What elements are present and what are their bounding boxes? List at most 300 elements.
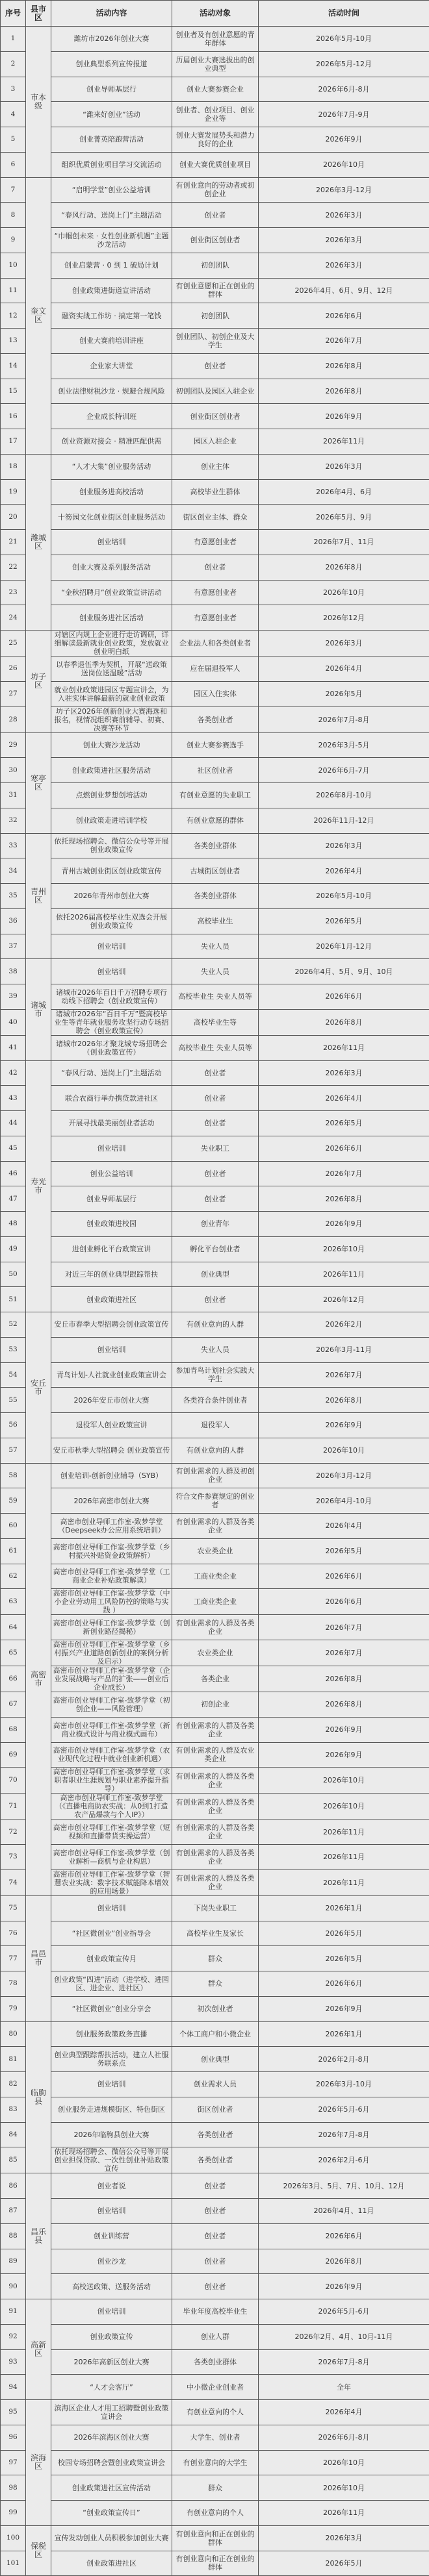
activity-target-cell: 创业者 — [172, 1161, 259, 1186]
serial-no-cell: 2 — [1, 51, 26, 77]
activity-time-cell: 2026年4月 — [259, 858, 429, 884]
activity-content-cell: 高密市创业导师工作室-致梦学堂（Deepseek办公应用系统培训） — [51, 1514, 172, 1539]
activity-target-cell: 创业团队、初创企业及大学生 — [172, 329, 259, 354]
activity-time-cell: 2026年10月 — [259, 1438, 429, 1463]
table-row — [1, 1009, 429, 1035]
activity-time-cell: 2026年3月 — [259, 203, 429, 228]
activity-time-cell: 2026年4月 — [259, 657, 429, 682]
table-row — [1, 732, 429, 758]
activity-time-cell: 2026年2月-8月 — [259, 2047, 429, 2072]
table-row — [1, 1666, 429, 1692]
activity-content-cell: 创业政策宣传 — [51, 2324, 172, 2349]
activity-target-cell: 高校毕业生及家长 — [172, 1921, 259, 1946]
activity-time-cell: 2026年12月 — [259, 605, 429, 631]
activity-target-cell: 有创业需求的人群及各类企业 — [172, 1794, 259, 1819]
activity-target-cell: 工商业类企业 — [172, 1589, 259, 1615]
serial-no-cell: 84 — [1, 2122, 26, 2147]
serial-no-cell: 59 — [1, 1488, 26, 1514]
activity-time-cell: 2026年5月 — [259, 1921, 429, 1946]
table-row — [1, 984, 429, 1010]
activity-time-cell: 2026年10月 — [259, 1236, 429, 1262]
serial-no-cell: 16 — [1, 404, 26, 429]
activity-content-cell: 潍坊市2026年创业大赛 — [51, 27, 172, 52]
activity-target-cell: 各类企业 — [172, 1666, 259, 1692]
activity-target-cell: 有创业需求的人群及各类企业 — [172, 1717, 259, 1742]
activity-content-cell: 创业政策进社区宣传活动 — [51, 2475, 172, 2501]
activity-content-cell: 高密市创业导师工作室-致梦学堂（农业现代化过程中就业创业新机遇） — [51, 1742, 172, 1768]
district-cell: 潍城区 — [26, 454, 51, 630]
header-activity-time: 活动时间 — [259, 1, 429, 27]
activity-target-cell: 历届创业大赛选拔出的创业典型 — [172, 51, 259, 77]
activity-content-cell: 高密市创业导师工作室-致梦学堂（求职者职业生涯规划与职业素养提升指导） — [51, 1768, 172, 1794]
activity-content-cell: 创业政策进社区服务活动 — [51, 758, 172, 783]
table-row — [1, 1615, 429, 1640]
table-row — [1, 2551, 429, 2576]
activity-target-cell: 群众 — [172, 1971, 259, 1997]
table-row — [1, 1538, 429, 1564]
serial-no-cell: 26 — [1, 657, 26, 682]
table-row — [1, 2249, 429, 2274]
activity-target-cell: 创业需求人员 — [172, 2072, 259, 2097]
activity-target-cell: 工商业类企业 — [172, 1564, 259, 1589]
serial-no-cell: 72 — [1, 1819, 26, 1845]
activity-time-cell: 2026年9月 — [259, 1996, 429, 2021]
serial-no-cell: 44 — [1, 1111, 26, 1136]
table-row — [1, 1819, 429, 1845]
district-cell: 高密市 — [26, 1463, 51, 1895]
table-row — [1, 1337, 429, 1362]
serial-no-cell: 13 — [1, 329, 26, 354]
activity-content-cell: 高密市创业导师工作室-致梦学堂（《直播电商助农实战：从0到1打造农产品爆款与个人IP》） — [51, 1794, 172, 1819]
table-row — [1, 1946, 429, 1971]
activity-time-cell: 2026年4月、11月 — [259, 2199, 429, 2224]
table-row — [1, 1692, 429, 1718]
activity-content-cell: 高密市创业导师工作室-致梦学堂（创新创业路径揭秘） — [51, 1615, 172, 1640]
serial-no-cell: 48 — [1, 1212, 26, 1237]
activity-content-cell: 对近三年的创业典型跟踪帮扶 — [51, 1262, 172, 1287]
activity-target-cell: 创业者 — [172, 1287, 259, 1312]
activity-time-cell: 2026年7月 — [259, 1362, 429, 1388]
activity-target-cell: 社区创业者 — [172, 758, 259, 783]
table-row — [1, 1136, 429, 1161]
table-row — [1, 959, 429, 984]
table-row — [1, 555, 429, 580]
activity-time-cell: 2026年3月 — [259, 2525, 429, 2551]
activity-time-cell: 2026年11月 — [259, 1869, 429, 1895]
serial-no-cell: 5 — [1, 127, 26, 153]
serial-no-cell: 80 — [1, 2021, 26, 2047]
activity-time-cell: 2026年4月、5月、9月、10月 — [259, 959, 429, 984]
activity-time-cell: 2026年10月 — [259, 2450, 429, 2475]
district-cell: 临朐县 — [26, 2021, 51, 2173]
activity-content-cell: 创业沙龙 — [51, 2249, 172, 2274]
activity-content-cell: 创业培训 — [51, 2072, 172, 2097]
activity-content-cell: 高校送政策、送服务活动 — [51, 2274, 172, 2299]
activity-content-cell: 创业导师基层行 — [51, 1186, 172, 1212]
activity-time-cell: 2026年8月 — [259, 1009, 429, 1035]
activity-target-cell: 各类创业者 — [172, 707, 259, 732]
serial-no-cell: 92 — [1, 2324, 26, 2349]
serial-no-cell: 39 — [1, 984, 26, 1010]
activity-target-cell: 初创企业 — [172, 1692, 259, 1718]
serial-no-cell: 7 — [1, 177, 26, 203]
serial-no-cell: 57 — [1, 1438, 26, 1463]
serial-no-cell: 38 — [1, 959, 26, 984]
activity-content-cell: 十笏园文化创业街区创业服务活动 — [51, 505, 172, 530]
serial-no-cell: 56 — [1, 1413, 26, 1438]
activity-content-cell: 创业公益培训 — [51, 1161, 172, 1186]
activity-content-cell: 创业训练营 — [51, 2223, 172, 2249]
activity-target-cell: 创业青年 — [172, 1212, 259, 1237]
serial-no-cell: 8 — [1, 203, 26, 228]
table-row — [1, 884, 429, 909]
activity-target-cell: 创业者 — [172, 1186, 259, 1212]
serial-no-cell: 79 — [1, 1996, 26, 2021]
table-row — [1, 1996, 429, 2021]
table-row — [1, 1768, 429, 1794]
activity-target-cell: 农业类企业 — [172, 1538, 259, 1564]
activity-target-cell: 群众 — [172, 2475, 259, 2501]
table-row — [1, 253, 429, 278]
header-activity-content: 活动内容 — [51, 1, 172, 27]
table-row — [1, 605, 429, 631]
serial-no-cell: 61 — [1, 1538, 26, 1564]
activity-target-cell: 创业典型 — [172, 1262, 259, 1287]
activity-content-cell: 创业服务进社区活动 — [51, 605, 172, 631]
table-row — [1, 1640, 429, 1666]
activity-time-cell: 2026年3月 — [259, 631, 429, 657]
activity-target-cell: 创业者 — [172, 1086, 259, 1111]
activity-time-cell: 2026年4月、6月 — [259, 479, 429, 505]
activity-target-cell: 创业者 — [172, 2274, 259, 2299]
serial-no-cell: 23 — [1, 580, 26, 605]
table-row — [1, 1086, 429, 1111]
activity-content-cell: 创业典型系列宣传报道 — [51, 51, 172, 77]
activity-time-cell: 2026年8月-10月 — [259, 783, 429, 808]
activity-time-cell: 2026年9月 — [259, 404, 429, 429]
district-cell: 寿光市 — [26, 1060, 51, 1312]
activity-content-cell: 创业大赛及系列服务活动 — [51, 555, 172, 580]
activity-content-cell: 创业培训 — [51, 1895, 172, 1921]
activity-target-cell: 园区入住实体 — [172, 681, 259, 707]
activity-target-cell: 有创业需求的人群及各类企业 — [172, 1615, 259, 1640]
activity-time-cell: 2026年8月 — [259, 379, 429, 404]
table-row — [1, 2375, 429, 2400]
activity-content-cell: 创业典型跟踪帮扶活动，建立人社服务联系点 — [51, 2047, 172, 2072]
serial-no-cell: 35 — [1, 884, 26, 909]
district-cell: 市本级 — [26, 27, 51, 178]
activity-time-cell: 2026年5月 — [259, 908, 429, 934]
activity-time-cell: 2026年10月 — [259, 2475, 429, 2501]
activity-time-cell: 2026年6月 — [259, 1971, 429, 1997]
serial-no-cell: 69 — [1, 1742, 26, 1768]
table-row — [1, 404, 429, 429]
activity-content-cell: 依托2026届高校毕业生双选会开展创业政策宣传 — [51, 908, 172, 934]
activity-content-cell: 高密市创业导师工作室-致梦学堂（中小企业劳动用工风险防控的策略与实践 ） — [51, 1589, 172, 1615]
activity-content-cell: 对辖区内规上企业进行走访调研，详细解读最新就业创业政策，发放就业创业明白纸 — [51, 631, 172, 657]
activity-content-cell: 高密市创业导师工作室-致梦学堂（乡村振兴产业道路创新创业的案例分析及启示） — [51, 1640, 172, 1666]
activity-target-cell: 各类符合条件创业者 — [172, 1388, 259, 1413]
activity-time-cell: 2026年7月-8月 — [259, 2122, 429, 2147]
table-row — [1, 783, 429, 808]
activity-time-cell: 2026年6月 — [259, 303, 429, 329]
activity-time-cell: 2026年5月、9月 — [259, 505, 429, 530]
activity-content-cell: 点燃创业梦想创培活动 — [51, 783, 172, 808]
table-row — [1, 1413, 429, 1438]
district-cell: 坊子区 — [26, 631, 51, 733]
serial-no-cell: 36 — [1, 908, 26, 934]
header-serial-no: 序号 — [1, 1, 26, 27]
activity-target-cell: 创业街区创业者 — [172, 228, 259, 253]
serial-no-cell: 95 — [1, 2400, 26, 2425]
activity-content-cell: 校园专场招聘会暨创业政策宣讲会 — [51, 2450, 172, 2475]
activity-content-cell: 坊子区2026年创新创业大赛海选和报名，视情况组织赛前辅导、初赛、决赛等环节 — [51, 707, 172, 732]
serial-no-cell: 82 — [1, 2072, 26, 2097]
activity-time-cell: 2026年11月 — [259, 1845, 429, 1870]
table-row — [1, 1971, 429, 1997]
activity-content-cell: 创业培训 — [51, 1337, 172, 1362]
activity-target-cell: 有创业意愿和正在创业的群体 — [172, 278, 259, 303]
activity-target-cell: 创业者及有创业意愿的青年群体 — [172, 27, 259, 52]
activity-time-cell: 2026年6月 — [259, 984, 429, 1010]
table-row — [1, 2450, 429, 2475]
activity-time-cell: 2026年2月、4月、10月-11月 — [259, 2324, 429, 2349]
activity-time-cell: 2026年3月、5月、7月、10月、12月 — [259, 2173, 429, 2199]
table-row — [1, 934, 429, 959]
activity-time-cell: 2026年2月 — [259, 1312, 429, 1338]
activity-content-cell: “春风行动、送岗上门”主题活动 — [51, 203, 172, 228]
activity-content-cell: “启明学堂”创业公益培训 — [51, 177, 172, 203]
activity-time-cell: 2026年3月 — [259, 454, 429, 479]
activity-time-cell: 2026年3月 — [259, 833, 429, 858]
activity-content-cell: 2026年安丘市创业大赛 — [51, 1388, 172, 1413]
activity-target-cell: 孵化平台创业者 — [172, 1236, 259, 1262]
serial-no-cell: 20 — [1, 505, 26, 530]
activity-content-cell: 开展寻找最美丽创业者活动 — [51, 1111, 172, 1136]
table-row — [1, 1236, 429, 1262]
serial-no-cell: 86 — [1, 2173, 26, 2199]
serial-no-cell: 88 — [1, 2223, 26, 2249]
activity-time-cell: 2026年3月 — [259, 253, 429, 278]
activity-content-cell: 创业政策宣传月 — [51, 1946, 172, 1971]
activity-time-cell: 2026年1月 — [259, 1895, 429, 1921]
table-row — [1, 429, 429, 455]
activity-target-cell: 退役军人 — [172, 1413, 259, 1438]
serial-no-cell: 77 — [1, 1946, 26, 1971]
table-row — [1, 1035, 429, 1060]
activity-time-cell: 2026年1月 — [259, 2021, 429, 2047]
table-row — [1, 2021, 429, 2047]
activity-content-cell: 创业政策进校园 — [51, 1212, 172, 1237]
table-row — [1, 1895, 429, 1921]
activity-target-cell: 有意愿创业者 — [172, 580, 259, 605]
table-row — [1, 27, 429, 52]
activity-time-cell: 2026年7月 — [259, 1161, 429, 1186]
activity-target-cell: 各类创业群体 — [172, 884, 259, 909]
serial-no-cell: 6 — [1, 152, 26, 177]
activity-time-cell: 2026年2月-6月 — [259, 2147, 429, 2173]
serial-no-cell: 98 — [1, 2475, 26, 2501]
table-row — [1, 1717, 429, 1742]
serial-no-cell: 10 — [1, 253, 26, 278]
activity-content-cell: 创业大赛前培训讲座 — [51, 329, 172, 354]
activity-time-cell: 2026年6月 — [259, 1564, 429, 1589]
district-cell: 昌乐县 — [26, 2173, 51, 2299]
serial-no-cell: 28 — [1, 707, 26, 732]
serial-no-cell: 14 — [1, 353, 26, 379]
table-row — [1, 1186, 429, 1212]
activity-content-cell: 企业成长特训班 — [51, 404, 172, 429]
table-row — [1, 2425, 429, 2450]
table-row — [1, 203, 429, 228]
activity-target-cell: 有创业需求的人群及农业类企业 — [172, 1742, 259, 1768]
activity-target-cell: 创业者 — [172, 2249, 259, 2274]
activity-target-cell: 失业人员 — [172, 959, 259, 984]
table-row — [1, 2097, 429, 2122]
activity-target-cell: 创业大赛参赛企业 — [172, 77, 259, 102]
table-row — [1, 1794, 429, 1819]
activity-time-cell: 2026年10月 — [259, 152, 429, 177]
serial-no-cell: 34 — [1, 858, 26, 884]
serial-no-cell: 67 — [1, 1692, 26, 1718]
serial-no-cell: 40 — [1, 1009, 26, 1035]
activity-target-cell: 有创业意向和正在创业的群体 — [172, 2551, 259, 2576]
activity-time-cell: 2026年5月-12月 — [259, 51, 429, 77]
header-district: 县市区 — [26, 1, 51, 27]
table-row — [1, 2122, 429, 2147]
activity-target-cell: 高校毕业生 — [172, 908, 259, 934]
activity-target-cell: 有创业需求的人群及各类企业 — [172, 1768, 259, 1794]
activity-target-cell: 有创业需求的人群及各类企业 — [172, 1845, 259, 1870]
activity-time-cell: 2026年3月-12月 — [259, 177, 429, 203]
activity-time-cell: 2026年5月 — [259, 1946, 429, 1971]
activity-content-cell: 创业法律财税沙龙 · 规避合规风险 — [51, 379, 172, 404]
activity-target-cell: 有创业意向的个人 — [172, 2400, 259, 2425]
district-cell: 奎文区 — [26, 177, 51, 454]
serial-no-cell: 85 — [1, 2147, 26, 2173]
table-row — [1, 479, 429, 505]
activity-content-cell: 组织优质创业项目学习交流活动 — [51, 152, 172, 177]
table-row — [1, 2349, 429, 2375]
table-row — [1, 77, 429, 102]
serial-no-cell: 50 — [1, 1262, 26, 1287]
activity-target-cell: 创业者 — [172, 1060, 259, 1086]
activity-target-cell: 初创团队及园区入驻企业 — [172, 379, 259, 404]
activity-time-cell: 2026年5月-10月 — [259, 884, 429, 909]
activity-time-cell: 2026年11月 — [259, 1819, 429, 1845]
activity-content-cell: 高密市创业导师工作室-致梦学堂（短视频和直播带货实操运营） — [51, 1819, 172, 1845]
activity-time-cell: 2026年8月 — [259, 2249, 429, 2274]
activity-target-cell: 有创业意愿的群体 — [172, 808, 259, 833]
activity-content-cell: 企业家大讲堂 — [51, 353, 172, 379]
table-row — [1, 1287, 429, 1312]
activity-target-cell: 高校毕业生 失业人员等 — [172, 1035, 259, 1060]
activity-content-cell: 宣传发动创业人员积极参加创业大赛 — [51, 2525, 172, 2551]
activity-target-cell: 有创业需求的人群及初创企业 — [172, 1463, 259, 1488]
activity-content-cell: 创业大赛沙龙活动 — [51, 732, 172, 758]
activity-time-cell: 2026年4月 — [259, 1086, 429, 1111]
table-row — [1, 1262, 429, 1287]
table-row — [1, 2199, 429, 2224]
activity-target-cell: 创业者 — [172, 555, 259, 580]
activity-content-cell: 创业培训 — [51, 1136, 172, 1161]
table-row — [1, 858, 429, 884]
activity-target-cell: 创业街区创业者 — [172, 404, 259, 429]
activity-time-cell: 2026年9月 — [259, 2274, 429, 2299]
district-cell: 寒亭区 — [26, 732, 51, 833]
serial-no-cell: 11 — [1, 278, 26, 303]
table-row — [1, 228, 429, 253]
district-cell: 诸城市 — [26, 959, 51, 1060]
activity-content-cell: 高密市创业导师工作室-致梦学堂（初创企业——风险管理） — [51, 1692, 172, 1718]
activity-content-cell: “创业政策宣传日” — [51, 2501, 172, 2526]
serial-no-cell: 37 — [1, 934, 26, 959]
table-header-row — [1, 1, 429, 27]
activity-target-cell: 街区创业者 — [172, 2097, 259, 2122]
serial-no-cell: 73 — [1, 1845, 26, 1870]
table-row — [1, 152, 429, 177]
activity-time-cell: 2026年7月 — [259, 1615, 429, 1640]
serial-no-cell: 75 — [1, 1895, 26, 1921]
activity-target-cell: 初次创业者 — [172, 1996, 259, 2021]
activity-time-cell: 2026年12月 — [259, 1287, 429, 1312]
activity-time-cell: 2026年3月-5月 — [259, 732, 429, 758]
serial-no-cell: 31 — [1, 783, 26, 808]
activity-target-cell: 群众 — [172, 1946, 259, 1971]
activity-target-cell: 下岗失业职工 — [172, 1895, 259, 1921]
activity-target-cell: 中小微企业创业者 — [172, 2375, 259, 2400]
activity-target-cell: 失业人员 — [172, 1337, 259, 1362]
activity-content-cell: 高密市创业导师工作室-致梦学堂（新商业模式设计与商业模式画布） — [51, 1717, 172, 1742]
table-row — [1, 1742, 429, 1768]
activity-content-cell: 诸城市2026年“百日千万”暨高校毕业生等青年就业服务攻坚行动专场招聘会（创业政策宣传） — [51, 1009, 172, 1035]
serial-no-cell: 22 — [1, 555, 26, 580]
table-row — [1, 758, 429, 783]
activity-target-cell: 个体工商户和小微企业 — [172, 2021, 259, 2047]
activity-content-cell: 创业服务政策政务直播 — [51, 2021, 172, 2047]
serial-no-cell: 90 — [1, 2274, 26, 2299]
serial-no-cell: 21 — [1, 530, 26, 555]
activity-target-cell: 园区入驻企业 — [172, 429, 259, 455]
activity-target-cell: 各类创业群体 — [172, 2349, 259, 2375]
header-activity-target: 活动对象 — [172, 1, 259, 27]
serial-no-cell: 68 — [1, 1717, 26, 1742]
table-row — [1, 177, 429, 203]
activity-content-cell: 2026年青州市创业大赛 — [51, 884, 172, 909]
district-cell: 保税区 — [26, 2525, 51, 2576]
table-row — [1, 908, 429, 934]
activity-content-cell: 诸城市2026年才聚龙城专场招聘会（创业政策宣传） — [51, 1035, 172, 1060]
table-row — [1, 707, 429, 732]
serial-no-cell: 41 — [1, 1035, 26, 1060]
table-row — [1, 1514, 429, 1539]
activity-time-cell: 2026年8月 — [259, 1692, 429, 1718]
activity-time-cell: 2026年3月-10月 — [259, 2072, 429, 2097]
activity-time-cell: 2026年8月 — [259, 1388, 429, 1413]
activity-time-cell: 2026年6月-7月 — [259, 758, 429, 783]
serial-no-cell: 89 — [1, 2249, 26, 2274]
serial-no-cell: 32 — [1, 808, 26, 833]
table-row — [1, 580, 429, 605]
activity-target-cell: 有创业意向的大学生 — [172, 2450, 259, 2475]
serial-no-cell: 54 — [1, 1362, 26, 1388]
activity-content-cell: 依托现场招聘会、微信公众号等开展创业政策宣传 — [51, 833, 172, 858]
activity-content-cell: 2026年高新区创业大赛 — [51, 2349, 172, 2375]
activity-time-cell: 2026年9月 — [259, 1742, 429, 1768]
district-cell: 高新区 — [26, 2299, 51, 2400]
activity-time-cell: 2026年7月、11月 — [259, 530, 429, 555]
activity-time-cell: 2026年8月 — [259, 1666, 429, 1692]
